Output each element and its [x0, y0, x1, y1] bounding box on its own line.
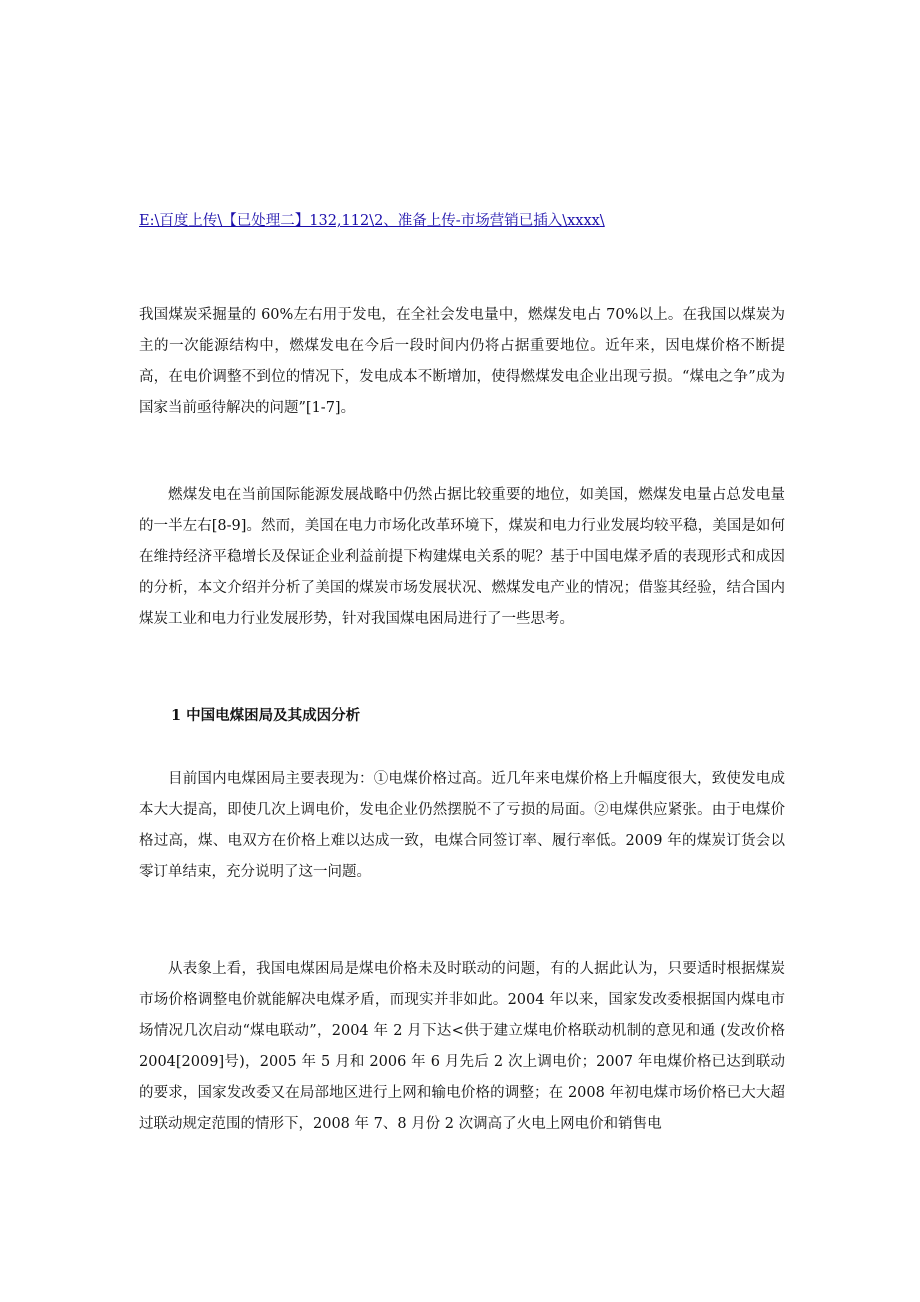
section-heading: 1 中国电煤困局及其成因分析 [171, 707, 361, 724]
paragraph-current-situation: 目前国内电煤困局主要表现为：①电煤价格过高。近几年来电煤价格上升幅度很大，致使发电成本大大提高，即使几次上调电价，发电企业仍然摆脱不了亏损的局面。②电煤供应紧张。由于电煤价格过高，煤、电双方在价格上难以达成一致，电煤合同签订率、履行率低。2009 年的煤炭订货会以零订单结束，充分说明了这一问题。 [139, 771, 785, 880]
paragraph-us-context: 燃煤发电在当前国际能源发展战略中仍然占据比较重要的地位，如美国，燃煤发电量占总发电量的一半左右[8-9]。然而，美国在电力市场化改革环境下，煤炭和电力行业发展均较平稳，美国是如何在维持经济平稳增长及保证企业利益前提下构建煤电关系的呢？基于中国电煤矛盾的表现形式和成因的分析，本文介绍并分析了美国的煤炭市场发展状况、燃煤发电产业的情况；借鉴其经验，结合国内煤炭工业和电力行业发展形势，针对我国煤电困局进行了一些思考。 [139, 487, 785, 627]
file-path-link[interactable]: E:\百度上传\【已处理二】132,112\2、准备上传-市场营销已插入\xxxx\ [139, 213, 605, 229]
paragraph-coal-power-linkage: 从表象上看，我国电煤困局是煤电价格未及时联动的问题，有的人据此认为，只要适时根据煤炭市场价格调整电价就能解决电煤矛盾，而现实并非如此。2004 年以来，国家发改委根据国内煤电市场情况几次启动“煤电联动”，2004 年 2 月下达<供于建立煤电价格联动机制的意见和通 (发改价格 2004[2009]号)，2005 年 5 月和 2006 年 6 月先后 2 次上调电价；2007 年电煤价格已达到联动的要求，国家发改委又在局部地区进行上网和输电价格的调整；在 2008 年初电煤市场价格已大大超过联动规定范围的情形下，2008 年 7、8 月份 2 次调高了火电上网电价和销售电 [139, 961, 785, 1132]
paragraph-intro: 我国煤炭采掘量的 60%左右用于发电，在全社会发电量中，燃煤发电占 70%以上。在我国以煤炭为主的一次能源结构中，燃煤发电在今后一段时间内仍将占据重要地位。近年来，因电煤价格不断提高，在电价调整不到位的情况下，发电成本不断增加，使得燃煤发电企业出现亏损。“煤电之争”成为国家当前亟待解决的问题”[1-7]。 [139, 307, 785, 416]
